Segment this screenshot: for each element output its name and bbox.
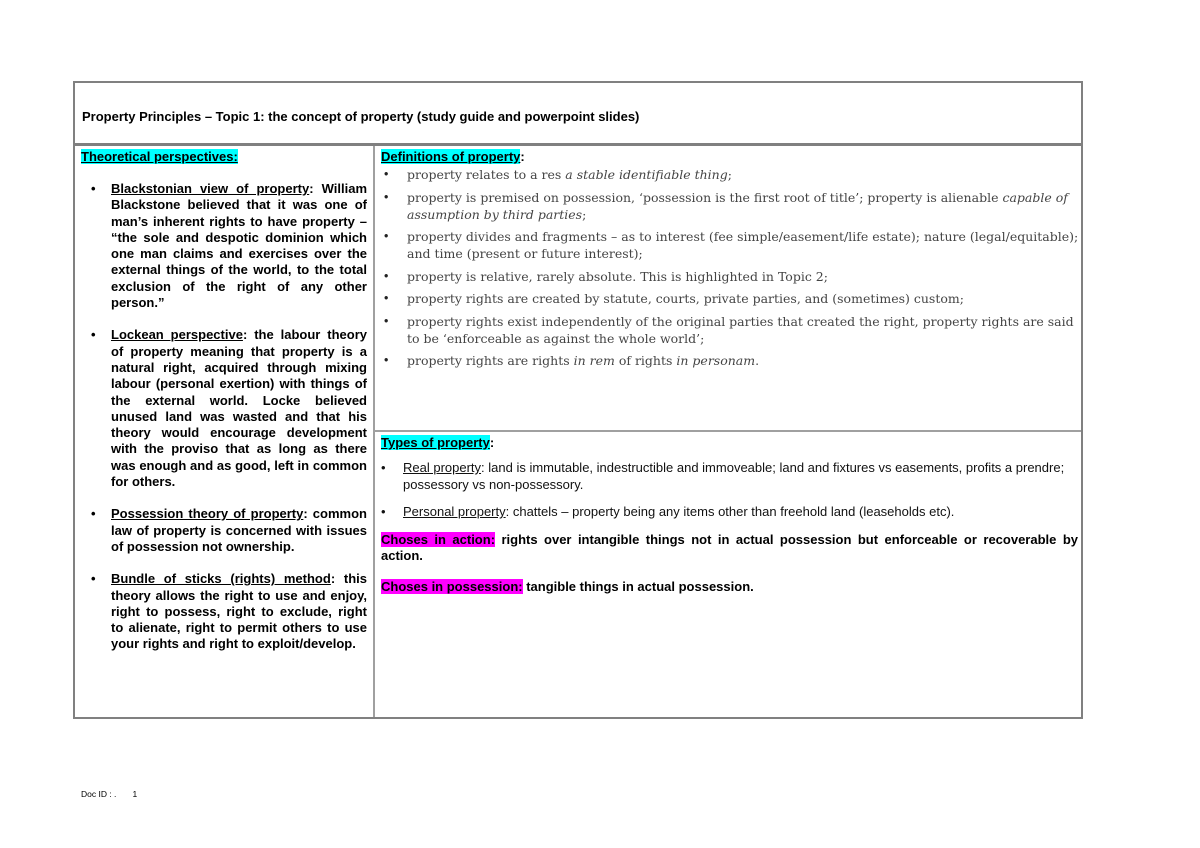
list-item	[81, 327, 367, 490]
item-text: : common law of property is concerned with issues of possession not ownership.	[111, 506, 367, 554]
item-term: Bundle of sticks (rights) method	[111, 571, 331, 587]
definitions-heading: Definitions of property:	[381, 149, 525, 164]
item-text: : the labour theory of property meaning that property is a natural right, acquired through mixing labour (personal exertion) with things of the external world. Locke believed unused land was wasted and that his theory would encourage development with the proviso that as long as there was enough and as good, left in common for others.	[111, 327, 367, 490]
bullet-icon: •	[384, 189, 389, 204]
list-item: • property rights exist independently of the original parties that created the right, property rights are said to be ‘enforceable as against the whole world’;	[384, 313, 1074, 346]
item-text: : William Blackstone believed that it was one of man’s inherent rights to have property – “the sole and despotic dominion which one man claims and exercises over the external things of the world, to the total exclusion of the right of any other person.”	[111, 181, 367, 311]
bullet-icon: •	[91, 181, 96, 196]
choses-in-possession: Choses in possession: tangible things in actual possession.	[381, 578, 754, 594]
list-item	[81, 571, 367, 652]
title-row	[75, 83, 1081, 146]
theoretical-list	[81, 181, 367, 653]
list-item: • property is relative, rarely absolute. This is highlighted in Topic 2;	[384, 268, 828, 284]
definitions-cell	[381, 149, 1081, 375]
theoretical-perspectives-cell	[81, 149, 367, 669]
bullet-icon: •	[384, 353, 389, 367]
list-item: • Real property: land is immutable, indestructible and immoveable; land and fixtures vs easements, profits a prendre; possessory vs non-possessory.	[381, 460, 1065, 492]
definitions-list	[381, 166, 1081, 369]
page-title: Property Principles – Topic 1: the concept of property (study guide and powerpoint slides)	[82, 109, 640, 124]
list-item: • property is premised on possession, ‘possession is the first root of title’; property is alienable capable of assumption by third parties;	[384, 189, 1068, 222]
bullet-icon: •	[384, 229, 389, 243]
bullet-icon: •	[91, 327, 96, 343]
types-heading: Types of property:	[381, 435, 495, 450]
list-item	[81, 181, 367, 311]
list-item: • property rights are rights in rem of rights in personam.	[384, 353, 760, 368]
document-table	[73, 81, 1083, 719]
bullet-icon: •	[384, 268, 389, 283]
bullet-icon: •	[384, 291, 389, 305]
doc-id: Doc ID : .	[81, 789, 117, 799]
theoretical-heading: Theoretical perspectives:	[81, 149, 238, 164]
list-item: • Personal property: chattels – property being any items other than freehold land (leaseholds etc).	[381, 504, 955, 519]
list-item: • property rights are created by statute, courts, private parties, and (sometimes) custom;	[384, 291, 964, 306]
bullet-icon: •	[384, 313, 389, 328]
page-footer	[81, 789, 137, 799]
row-divider	[375, 430, 1081, 432]
bullet-icon: •	[381, 504, 386, 519]
list-item	[81, 506, 367, 555]
bullet-icon: •	[381, 460, 386, 475]
bullet-icon: •	[91, 506, 96, 522]
bullet-icon: •	[384, 167, 389, 181]
types-of-property-cell	[381, 435, 1078, 595]
item-term: Blackstonian view of property	[111, 181, 310, 196]
types-list	[381, 460, 1078, 521]
item-term: Possession theory of property	[111, 506, 304, 522]
item-text: : this theory allows the right to use and enjoy, right to possess, right to exclude, right to alienate, right to permit others to use your rights and right to exploit/develop.	[111, 571, 367, 652]
list-item: • property relates to a res a stable identifiable thing;	[384, 167, 732, 182]
page-number: 1	[132, 789, 138, 799]
item-term: Lockean perspective	[111, 327, 243, 343]
list-item: • property divides and fragments – as to interest (fee simple/easement/life estate); nature (legal/equitable); and time (present or future interest);	[384, 229, 1079, 261]
choses-in-action: Choses in action: rights over intangible things not in actual possession but enforceable or recoverable by action.	[381, 531, 1078, 563]
bullet-icon: •	[91, 571, 96, 587]
